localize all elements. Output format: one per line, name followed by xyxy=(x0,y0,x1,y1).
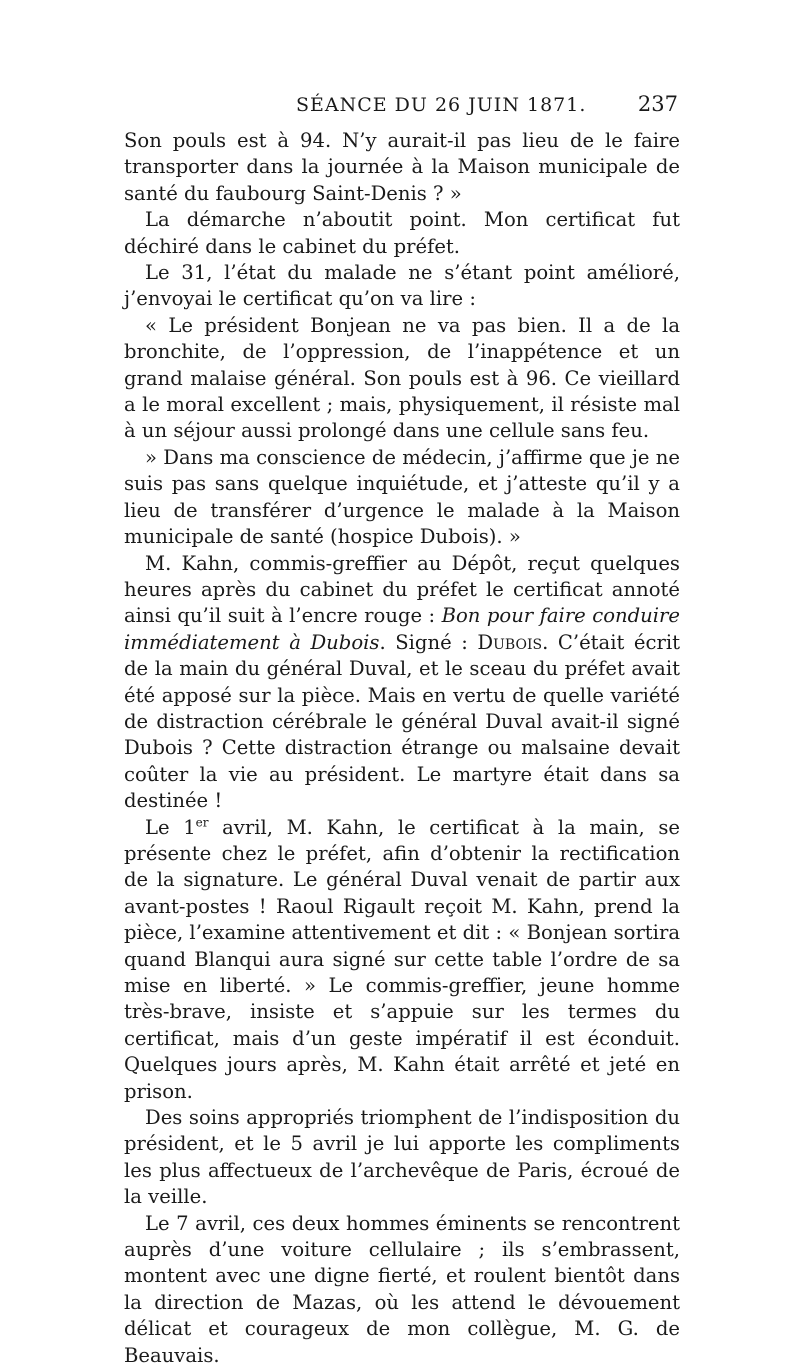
paragraph xyxy=(124,551,680,815)
text-segment: » Dans ma conscience de médecin, j’affirme que je ne suis pas sans quelque inquiétude, et j’atteste qu’il y a lieu de transférer d’urgence le malade à la Maison municipale de santé (hospice Dubois). » xyxy=(124,445,680,549)
text-segment: « Le président Bonjean ne va pas bien. Il a de la bronchite, de l’oppression, de l’inappétence et un grand malaise général. Son pouls est à 96. Ce vieillard a le moral excellent ; mais, physiquement, il résiste mal à un séjour aussi prolongé dans une cellule sans feu. xyxy=(124,313,680,443)
text-segment: Des soins appropriés triomphent de l’indisposition du président, et le 5 avril je lui apporte les compliments les plus affectueux de l’archevêque de Paris, écroué de la veille. xyxy=(124,1106,680,1209)
page-header xyxy=(124,92,680,122)
paragraph xyxy=(124,1211,680,1369)
text-segment: . C’était écrit de la main du général Duval, et le sceau du préfet avait été apposé sur la pièce. Mais en vertu de quelle variété de distraction cérébrale le général Duval avait-il signé Dubois ? Cette distraction étrange ou malsaine devait coûter la vie au président. Le martyre était dans sa destinée ! xyxy=(124,630,680,813)
text-segment: Dubois xyxy=(477,630,543,654)
paragraph xyxy=(124,445,680,551)
text-segment: M. Kahn, commis-greffier au Dépôt, reçut quelques heures après du cabinet du préfet le certificat annoté ainsi qu’il suit à l’encre rouge : xyxy=(124,551,680,628)
text-segment: Le 31, l’état du malade ne s’étant point amélioré, j’envoyai le certificat qu’on va lire : xyxy=(124,261,680,311)
text-segment: La démarche n’aboutit point. Mon certificat fut déchiré dans le cabinet du préfet. xyxy=(124,208,680,258)
paragraph xyxy=(124,1105,680,1211)
running-head: SÉANCE DU 26 JUIN 1871. xyxy=(296,94,587,116)
paragraph xyxy=(124,313,680,445)
paragraph xyxy=(124,260,680,313)
paragraph xyxy=(124,128,680,207)
text-segment: er xyxy=(195,815,209,830)
text-segment: . Signé : xyxy=(379,630,478,654)
text-segment: Le 7 avril, ces deux hommes éminents se rencontrent auprès d’une voiture cellulaire ; ils s’embrassent, montent avec une digne fierté, et roulent bientôt dans la direction de Mazas, où les attend le dévouement délicat et courageux de mon collègue, M. G. de Beauvais. xyxy=(124,1211,680,1367)
text-segment: Son pouls est à 94. N’y aurait-il pas lieu de le faire transporter dans la journée à la Maison municipale de santé du faubourg Saint-Denis ? » xyxy=(124,129,680,205)
page-number: 237 xyxy=(637,92,678,116)
body-text xyxy=(124,128,680,1369)
text-segment: Le 1 xyxy=(145,815,196,839)
text-segment: avril, M. Kahn, le certificat à la main, se présente chez le préfet, afin d’obtenir la rectification de la signature. Le général Duval venait de partir aux avant-postes ! Raoul Rigault reçoit M. Kahn, prend la pièce, l’examine attentivement et dit : « Bonjean sortira quand Blanqui aura signé sur cette table l’ordre de sa mise en liberté. » Le commis-greffier, jeune homme très-brave, insiste et s’appuie sur les termes du certificat, mais d’un geste impératif il est éconduit. Quelques jours après, M. Kahn était arrêté et jeté en prison. xyxy=(124,815,680,1103)
paragraph xyxy=(124,815,680,1105)
paragraph xyxy=(124,207,680,260)
text-segment: Bon pour faire conduire immédiatement à Dubois xyxy=(124,604,681,654)
